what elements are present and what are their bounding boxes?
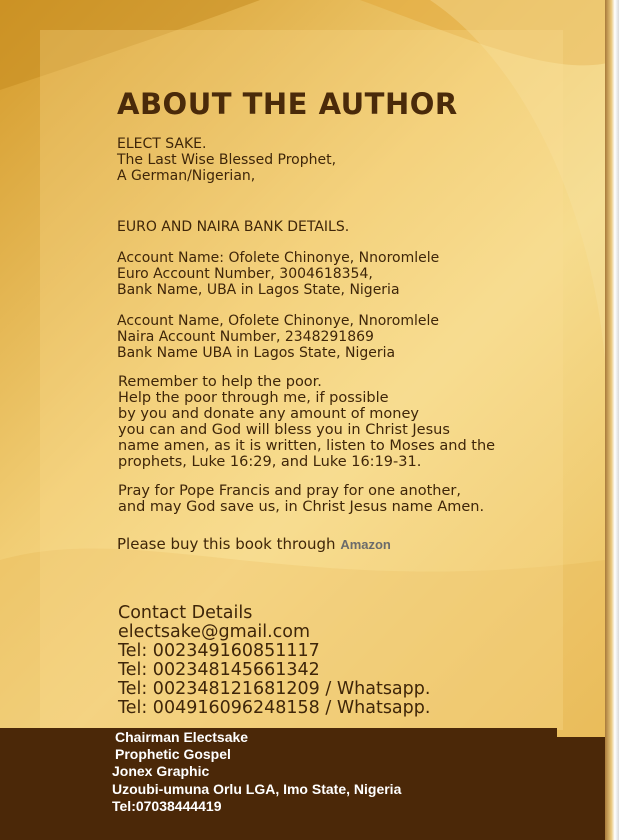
buy-book [117,535,391,553]
author-origin: A German/Nigerian, [117,168,256,184]
naira-account [117,313,439,361]
footer-line-chairman: Chairman Electsake [115,729,249,745]
buy-text: Please buy this book through [117,535,336,553]
author-name: ELECT SAKE. [117,136,207,152]
footer-line-address: Uzoubi-umuna Orlu LGA, Imo State, Nigeria [112,781,402,797]
euro-account-name: Account Name: Ofolete Chinonye, Nnoromlele [117,250,440,266]
prayer [118,483,484,515]
naira-account-number: Naira Account Number, 2348291869 [117,329,374,345]
naira-account-name: Account Name, Ofolete Chinonye, Nnoromlele [117,313,439,329]
help-line: Remember to help the poor. [118,374,322,390]
contact-details [118,604,430,718]
contact-heading: Contact Details [118,603,253,623]
prayer-line: Pray for Pope Francis and pray for one another, [118,483,461,499]
bank-heading: EURO AND NAIRA BANK DETAILS. [117,219,350,235]
contact-phone[interactable]: Tel: 002348121681209 / Whatsapp. [118,679,431,699]
footer-line-tel[interactable]: Tel:07038444419 [112,798,222,814]
help-line: name amen, as it is written, listen to Moses and the [118,438,496,454]
contact-phone[interactable]: Tel: 002348145661342 [118,660,320,680]
contact-phone[interactable]: Tel: 004916096248158 / Whatsapp. [118,698,431,718]
euro-account [117,250,439,298]
contact-email[interactable]: electsake@gmail.com [118,622,311,642]
help-the-poor [118,374,495,470]
euro-bank-name: Bank Name, UBA in Lagos State, Nigeria [117,282,400,298]
author-info [117,136,336,184]
footer-line-graphic: Jonex Graphic [112,763,210,779]
contact-phone[interactable]: Tel: 002349160851117 [118,641,320,661]
author-title: The Last Wise Blessed Prophet, [117,152,337,168]
help-line: by you and donate any amount of money [118,406,419,422]
naira-bank-name: Bank Name UBA in Lagos State, Nigeria [117,345,396,361]
page-edge [605,0,619,840]
page-title: ABOUT THE AUTHOR [117,87,458,121]
footer-line-gospel: Prophetic Gospel [115,746,231,762]
euro-account-number: Euro Account Number, 3004618354, [117,266,373,282]
amazon-link[interactable]: Amazon [340,537,391,552]
help-line: you can and God will bless you in Christ Jesus [118,422,450,438]
help-line: Help the poor through me, if possible [118,390,389,406]
prayer-line: and may God save us, in Christ Jesus name Amen. [118,499,485,515]
help-line: prophets, Luke 16:29, and Luke 16:19-31. [118,454,422,470]
